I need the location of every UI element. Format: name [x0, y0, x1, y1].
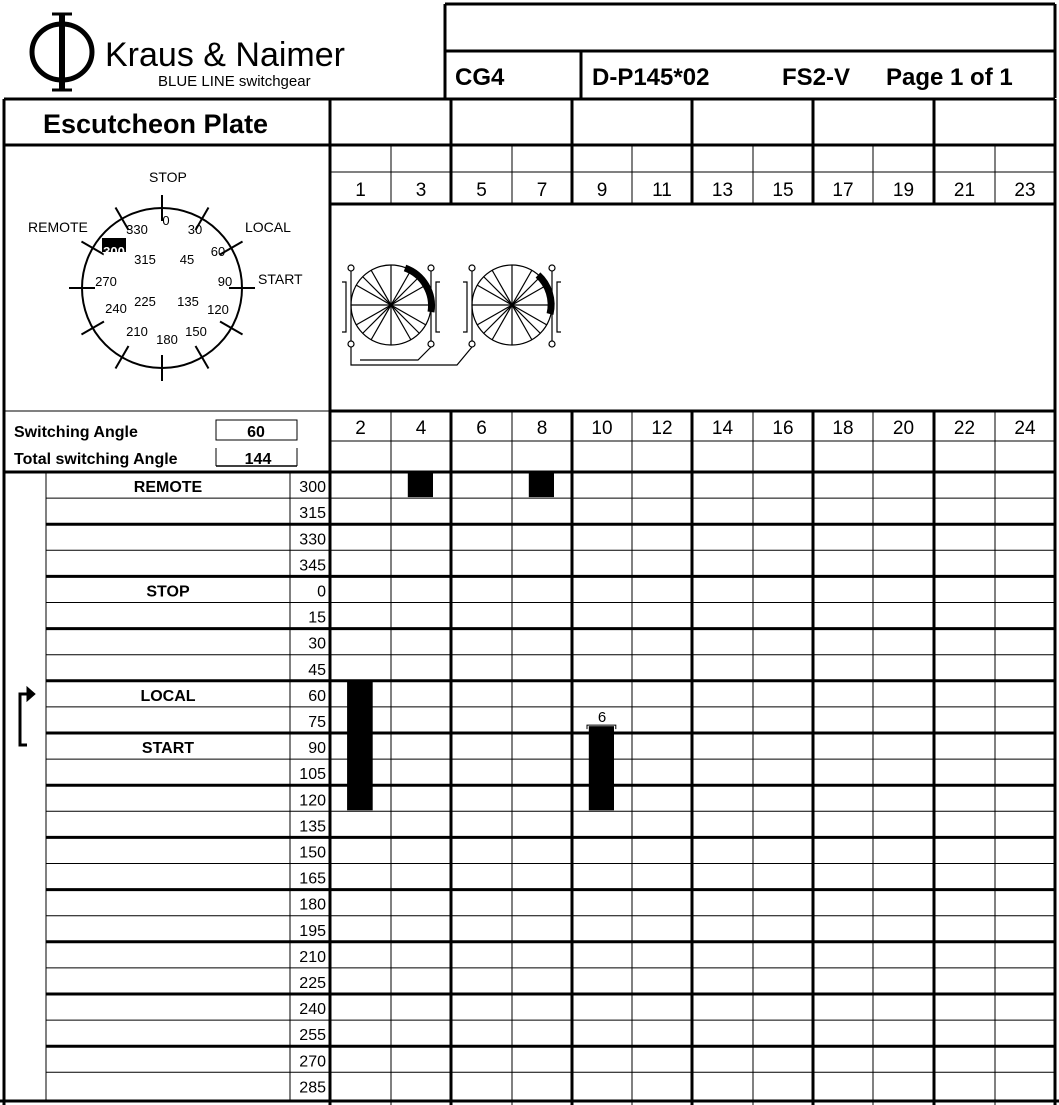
- position-angle: 60: [308, 687, 326, 705]
- table-row: [299, 1079, 326, 1096]
- dial-angle-label: 180: [156, 332, 178, 347]
- terminal-number-top: 3: [415, 180, 427, 201]
- position-label: LOCAL: [140, 687, 196, 705]
- model-code: FS2-V: [782, 64, 851, 91]
- dial-angle-label: 315: [134, 252, 156, 267]
- series-code: CG4: [455, 64, 505, 91]
- dial-angle-label: 0: [162, 213, 170, 228]
- table-row: [299, 949, 326, 966]
- dial-angle-label: 240: [105, 301, 127, 316]
- contact-bar: [347, 682, 373, 811]
- dial-tick: [220, 322, 243, 335]
- position-label: STOP: [146, 583, 190, 601]
- position-angle: 315: [299, 505, 326, 523]
- table-row: [299, 792, 326, 809]
- terminal-number-bottom: 8: [536, 418, 548, 439]
- terminal-number-top: 23: [1014, 180, 1036, 201]
- terminal-number-bottom: 2: [355, 418, 366, 439]
- contact-bar: [529, 473, 554, 497]
- terminal-number-top: 5: [476, 180, 487, 201]
- position-angle: 300: [299, 479, 326, 497]
- terminal-number-top: 17: [832, 180, 854, 201]
- terminal-number-top: 21: [953, 180, 976, 201]
- position-angle: 330: [299, 531, 326, 549]
- dial-angle-label: 210: [126, 324, 148, 339]
- position-angle: 150: [299, 844, 326, 862]
- dial-angle-label: 270: [95, 274, 117, 289]
- table-row: [134, 479, 326, 496]
- terminal-number-top: 11: [652, 180, 672, 201]
- terminal-number-bottom: 24: [1014, 418, 1036, 439]
- contact-cam-1: [342, 265, 440, 347]
- table-row: [299, 871, 326, 888]
- terminal-number-top: 1: [355, 180, 366, 201]
- dial-tick: [81, 322, 104, 335]
- page-indicator: Page 1 of 1: [886, 64, 1013, 91]
- position-angle: 105: [299, 766, 326, 784]
- position-table: [134, 479, 326, 1096]
- position-angle: 210: [299, 948, 326, 966]
- dial-angle-label: 150: [185, 324, 207, 339]
- position-angle: 195: [299, 922, 326, 940]
- dial-angle-labels: [95, 213, 232, 347]
- table-row: [299, 1001, 326, 1018]
- position-angle: 255: [299, 1027, 326, 1045]
- position-angle: 15: [308, 609, 326, 627]
- dial-angle-label: 300: [103, 244, 125, 259]
- terminal-number-bottom: 6: [476, 418, 487, 439]
- dial-tick: [196, 346, 209, 369]
- dial-angle-label: 135: [177, 294, 199, 309]
- table-row: [299, 897, 326, 914]
- position-angle: 120: [299, 792, 326, 810]
- table-row: [308, 662, 326, 679]
- table-row: [299, 975, 326, 992]
- header: [32, 4, 1055, 98]
- position-angle: 75: [308, 714, 326, 731]
- table-row: [299, 1053, 326, 1070]
- rotation-range-marker: [20, 687, 35, 745]
- table-row: [308, 636, 326, 653]
- total-switching-angle-value: 144: [244, 451, 272, 468]
- position-label: REMOTE: [133, 479, 203, 497]
- contact-grid: [0, 99, 1059, 1105]
- position-angle: 135: [299, 818, 326, 836]
- position-angle: 240: [299, 1001, 326, 1019]
- position-angle: 345: [299, 557, 326, 575]
- terminal-number-bottom: 14: [711, 418, 734, 439]
- position-angle: 225: [299, 975, 326, 992]
- wiring-schematic: [342, 265, 561, 365]
- table-row: [299, 505, 326, 522]
- switching-angle-value: 60: [247, 424, 265, 441]
- dial-angle-label: 120: [207, 302, 229, 317]
- dial-label-remote: REMOTE: [28, 219, 88, 235]
- contact-cam-2: [463, 265, 561, 347]
- table-row: [299, 818, 326, 835]
- position-angle: 285: [299, 1079, 326, 1097]
- dial-tick: [116, 346, 129, 369]
- table-row: [299, 845, 326, 862]
- contact-bar: [408, 473, 433, 497]
- table-row: [140, 688, 326, 705]
- position-angle: 45: [308, 661, 326, 679]
- dial-angle-label: 225: [134, 294, 156, 309]
- terminal-number-bottom: 20: [892, 418, 915, 439]
- brand-tagline: BLUE LINE switchgear: [158, 73, 311, 90]
- position-angle: 165: [299, 870, 326, 888]
- total-switching-angle-label: Total switching Angle: [14, 451, 178, 468]
- dial-angle-label: 60: [210, 244, 226, 259]
- brand-name: Kraus & Naimer: [105, 36, 345, 74]
- position-angle: 270: [299, 1053, 326, 1071]
- dial-tick: [81, 242, 104, 255]
- table-row: [308, 714, 326, 731]
- angle-info: [14, 420, 297, 468]
- dial-label-stop: STOP: [149, 169, 187, 185]
- dial-angle-label: 90: [217, 274, 233, 289]
- terminal-number-bottom: 22: [953, 418, 976, 439]
- table-row: [299, 923, 326, 940]
- terminal-number-top: 7: [536, 180, 548, 201]
- switching-angle-label: Switching Angle: [14, 424, 138, 441]
- terminal-number-bottom: 4: [415, 418, 427, 439]
- table-row: [308, 610, 326, 627]
- table-row: [299, 766, 326, 783]
- terminal-number-bottom: 16: [772, 418, 794, 439]
- dial-label-start: START: [258, 271, 303, 287]
- panel-title: Escutcheon Plate: [43, 109, 269, 139]
- position-label: START: [141, 740, 195, 758]
- position-angle: 90: [308, 740, 326, 758]
- contact-note: 6: [597, 709, 607, 727]
- table-row: [146, 584, 326, 601]
- table-row: [299, 1027, 326, 1044]
- terminal-number-top: 13: [711, 180, 734, 201]
- dial-angle-label: 330: [126, 222, 148, 237]
- position-angle: 30: [308, 635, 326, 653]
- table-row: [299, 557, 326, 574]
- dial-angle-label: 30: [187, 222, 203, 237]
- position-angle: 180: [299, 896, 326, 914]
- dial-label-local: LOCAL: [245, 219, 291, 235]
- terminal-number-bottom: 10: [591, 418, 613, 439]
- dial-angle-label: 45: [179, 252, 195, 267]
- terminal-number-top: 15: [772, 180, 794, 201]
- terminal-number-top: 9: [596, 180, 608, 201]
- drawing-number: D-P145*02: [592, 64, 710, 91]
- table-row: [299, 531, 326, 548]
- terminal-number-bottom: 12: [651, 418, 673, 439]
- table-row: [142, 740, 326, 757]
- kraus-naimer-logo-icon: [32, 14, 92, 90]
- position-angle: 0: [317, 583, 326, 601]
- terminal-number-top: 19: [892, 180, 915, 201]
- escutcheon-dial: [28, 169, 303, 381]
- contact-bar: [589, 726, 614, 810]
- terminal-number-bottom: 18: [832, 418, 854, 439]
